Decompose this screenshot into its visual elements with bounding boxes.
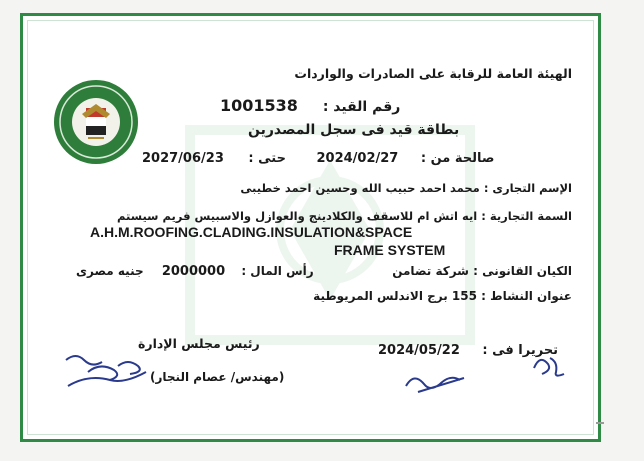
owner-row	[240, 181, 572, 195]
activity-address-value: 155 برج الاندلس المريوطية	[313, 289, 477, 303]
validity-to-date: 2027/06/23	[142, 151, 224, 166]
activity-address-label: عنوان النشاط :	[481, 289, 572, 303]
capital-row	[76, 264, 314, 279]
scan-artifact	[596, 422, 604, 424]
legal-entity-label: الكيان القانونى :	[473, 264, 572, 278]
chairman-title: رئيس مجلس الإدارة	[138, 336, 260, 351]
issue-date: 2024/05/22	[378, 343, 460, 358]
validity-from-date: 2024/02/27	[316, 151, 399, 166]
capital-label: رأس المال :	[241, 264, 314, 278]
issue-label: تحريرا فى :	[482, 343, 559, 358]
trade-name-english-line1: A.H.M.ROOFING.CLADING.INSULATION&SPACE	[90, 224, 413, 240]
legal-entity-row	[392, 264, 572, 278]
validity-from-label: صالحة من :	[420, 151, 495, 166]
owner-label: الإسم التجارى :	[483, 181, 572, 195]
trade-name-row	[117, 209, 572, 223]
registration-number: 1001538	[220, 96, 298, 115]
registration-label: رقم القيد :	[322, 99, 401, 115]
authority-name: الهيئة العامة للرقابة على الصادرات والواردات	[294, 66, 572, 81]
chairman-signature-icon	[58, 348, 178, 394]
capital-unit: جنيه مصرى	[76, 264, 144, 278]
activity-address-row	[313, 289, 572, 303]
legal-entity-value: شركة تضامن	[392, 264, 469, 278]
authority-seal-icon	[52, 78, 140, 166]
validity-to-label: حتى :	[248, 151, 286, 166]
validity-row	[142, 151, 494, 166]
owner-value: محمد احمد حبيب الله وحسين احمد خطيبى	[240, 181, 480, 195]
issuer-signature-icon	[400, 362, 480, 396]
registration-number-row	[220, 96, 400, 115]
trade-name-arabic: ايه اتش ام للاسقف والكلادينج والعوازل والاسبيس فريم سيستم	[117, 209, 478, 223]
chairman-name: (مهندس/ عصام النجار)	[150, 370, 285, 384]
initials-mark-icon	[528, 348, 568, 380]
card-title: بطاقة قيد فى سجل المصدرين	[248, 122, 460, 138]
trade-name-label: السمة التجارية :	[481, 209, 572, 223]
trade-name-english-line2: FRAME SYSTEM	[334, 242, 446, 258]
capital-value: 2000000	[161, 264, 226, 279]
